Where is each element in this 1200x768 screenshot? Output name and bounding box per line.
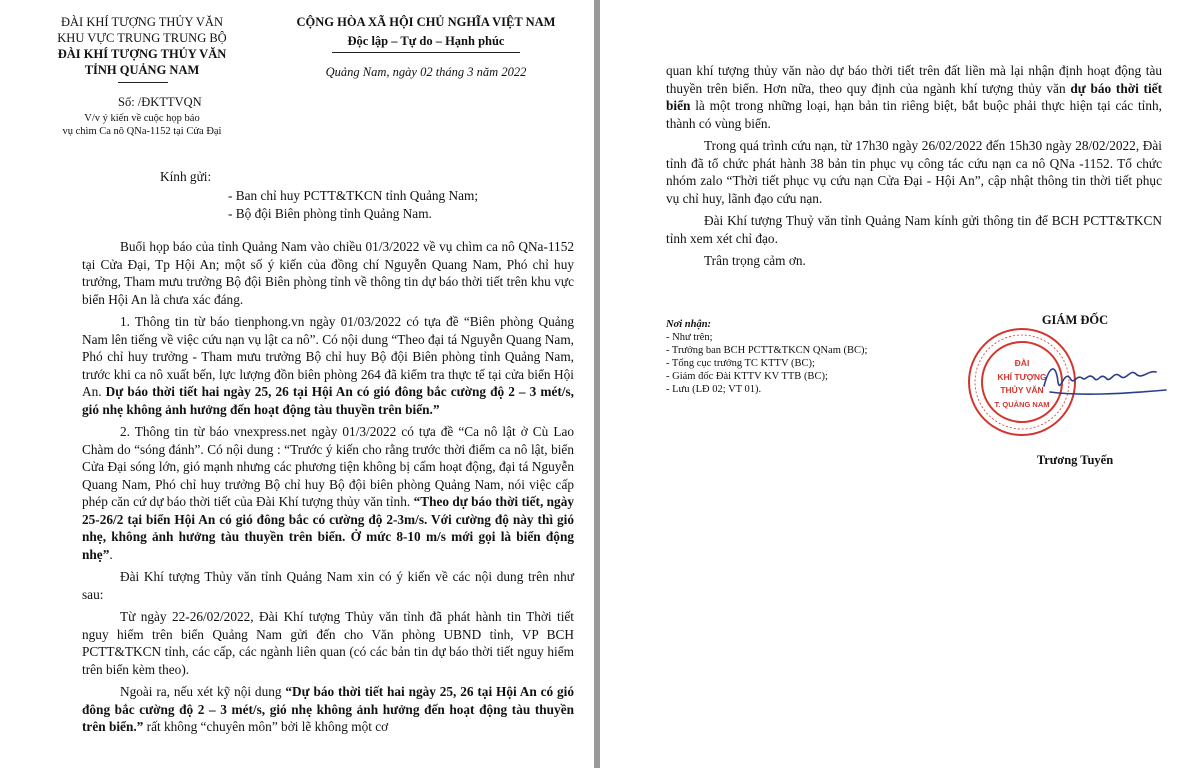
paragraph-bulletins: Từ ngày 22-26/02/2022, Đài Khí tượng Thủy văn tỉnh đã phát hành tin Thời tiết nguy hiểm trên biển Quảng Nam gửi đến cho Văn phòng UBND tỉnh, VP BCH PCTT&TKCN tỉnh, các cấp, các ngành liên quan (có các bản tin dự báo thời tiết nguy hiểm trên biển kèm theo).: [82, 609, 574, 677]
vnexpress-text: 2. Thông tin từ báo vnexpress.net ngày 01/3/2022 có tựa đề “Ca nô lật ở Cù Lao Chàm do “sóng đánh”. Có nội dung : “Trước ý kiến cho rằng trước thời điểm ca nô lật, biển Cửa Đại sóng lớn, gió mạnh nhưng các phương tiện không bị cấm hoạt động, đại tá Nguyễn Quang Nam, Phó chỉ huy trưởng Bộ chỉ huy Bộ đội biên phòng Quảng Nam, nói việc cấp phép căn cứ dự báo thời tiết của Đài Khí tượng thủy văn tỉnh.: [82, 424, 574, 509]
country-line-1: CỘNG HÒA XÃ HỘI CHỦ NGHĨA VIỆT NAM: [296, 15, 556, 29]
paragraph-continuation: [666, 62, 1162, 132]
vnexpress-tail: .: [109, 546, 113, 562]
document-subject: [22, 112, 262, 138]
tienphong-text: 1. Thông tin từ báo tienphong.vn ngày 01/03/2022 có tựa đề “Biên phòng Quảng Nam lên tiếng về việc cứu nạn vụ lật ca nô”. Có nội dung “Theo đại tá Nguyễn Quang Nam, Phó chỉ huy trưởng - Tham mưu trưởng Bộ chỉ huy Bộ đội Biên phòng tỉnh Quảng Nam, trước khi ca nô xuất bến, lực lượng đồn biên phòng 264 đã kiểm tra thực tế tại cửa biển Hội An.: [82, 314, 574, 399]
right-body: [666, 62, 1162, 270]
paragraph-thanks: Trân trọng cảm ơn.: [704, 253, 806, 268]
country-header: [278, 14, 574, 49]
continuation-bold: dự báo thời tiết biển: [666, 80, 1162, 113]
paragraph-tienphong: [82, 313, 574, 418]
agency-line-1: ĐÀI KHÍ TƯỢNG THỦY VĂN: [60, 15, 223, 29]
paragraph-analysis: [82, 683, 574, 736]
stamp-text-line: KHÍ TƯỢNG: [997, 372, 1047, 382]
handwritten-signature: [1040, 356, 1170, 402]
signer-name: Trương Tuyến: [1036, 453, 1114, 467]
paragraph-response-intro: Đài Khí tượng Thủy văn tỉnh Quảng Nam xin có ý kiến về các nội dung trên như sau:: [82, 569, 574, 602]
analysis-text: Ngoài ra, nếu xét kỹ nội dung: [120, 684, 282, 699]
recipients-block: [666, 318, 966, 396]
place-date: Quảng Nam, ngày 02 tháng 3 năm 2022: [325, 65, 527, 79]
agency-header: [22, 14, 262, 78]
agency-underline: [118, 82, 168, 83]
document-number: Số: /ĐKTTVQN: [118, 95, 202, 109]
continuation-text-a: quan khí tượng thủy văn nào dự báo thời tiết trên đất liền mà lại nhận định hoạt động tàu thuyền trên biển. Hơn nữa, theo quy định của ngành khí tượng thủy văn: [666, 63, 1162, 96]
stamp-text-line: ĐÀI: [1014, 358, 1030, 368]
recipients-title: Nơi nhận:: [666, 319, 712, 330]
recipient-item: - Tổng cục trưởng TC KTTV (BC);: [666, 358, 815, 369]
recipient-1: - Ban chỉ huy PCTT&TKCN tỉnh Quảng Nam;: [228, 188, 479, 203]
agency-line-2: KHU VỰC TRUNG TRUNG BỘ: [57, 31, 227, 45]
paragraph-rescue: Trong quá trình cứu nạn, từ 17h30 ngày 26/02/2022 đến 15h30 ngày 28/02/2022, Đài tỉnh đã tổ chức phát hành 38 bản tin phục vụ công tác cứu nạn ca nô QNa -1152. Tổ chức nhóm zalo “Thời tiết phục vụ cứu nạn Cửa Đại - Hội An”, cập nhật thông tin thời tiết phục vụ chỉ huy, lãnh đạo cứu nạn.: [666, 138, 1162, 206]
recipient-item: - Giám đốc Đài KTTV KV TTB (BC);: [666, 371, 828, 382]
recipient-item: - Như trên;: [666, 332, 713, 343]
paragraph-vnexpress: [82, 423, 574, 563]
stamp-text-line: THỦY VĂN: [1000, 385, 1044, 395]
tienphong-quote: Dự báo thời tiết hai ngày 25, 26 tại Hội An có gió đông bắc cường độ 2 – 3 mét/s, gió nhẹ không ảnh hưởng đến hoạt động tàu thuyền trên biển.”: [82, 384, 574, 417]
recipient-item: - Trưởng ban BCH PCTT&TKCN QNam (BC);: [666, 345, 868, 356]
subject-line-1: V/v ý kiến về cuộc họp báo: [84, 113, 200, 124]
subject-line-2: vụ chìm Ca nô QNa-1152 tại Cửa Đại: [62, 126, 222, 137]
agency-line-4: TỈNH QUẢNG NAM: [84, 63, 200, 77]
greeting-label: Kính gửi:: [160, 169, 212, 184]
motto-underline: [332, 52, 520, 53]
document-page-left: [0, 0, 594, 768]
recipient-2: - Bộ đội Biên phòng tỉnh Quảng Nam.: [228, 206, 432, 221]
left-body: [82, 238, 574, 736]
recipients-list: [666, 331, 966, 396]
recipient-item: - Lưu (LĐ 02; VT 01).: [666, 384, 762, 395]
vnexpress-quote: “Theo dự báo thời tiết, ngày 25-26/2 tại biển Hội An có gió đông bắc có cường độ 2-3m/s. Với cường độ này thì gió nhẹ, không ảnh hưởng tàu thuyền trên biển. Ở mức 8-10 m/s mới gọi là biển động nhẹ”: [82, 494, 575, 562]
analysis-tail: rất không “chuyên môn” bởi lẽ không một cơ: [146, 719, 389, 734]
paragraph-request: Đài Khí tượng Thuỷ văn tỉnh Quảng Nam kính gửi thông tin để BCH PCTT&TKCN tỉnh xem xét chỉ đạo.: [666, 213, 1162, 246]
analysis-quote: “Dự báo thời tiết hai ngày 25, 26 tại Hội An có gió đông bắc cường độ 2 – 3 mét/s, gió nhẹ không ảnh hưởng đến hoạt động tàu thuyền trên biển.”: [82, 684, 574, 734]
country-line-2: Độc lập – Tự do – Hạnh phúc: [347, 34, 505, 48]
signer-position: GIÁM ĐỐC: [1041, 313, 1109, 327]
stamp-text-line: T. QUẢNG NAM: [994, 400, 1050, 409]
paragraph-intro: Buổi họp báo của tỉnh Quảng Nam vào chiều 01/3/2022 về vụ chìm ca nô QNa-1152 tại Cửa Đại, Tp Hội An; một số ý kiến của đồng chí Nguyễn Quang Nam, Phó chỉ huy trưởng, Tham mưu trưởng Bộ đội Biên phòng tỉnh về thông tin dự báo thời tiết trên khu vực biển Hội An là chưa xác đáng.: [82, 239, 574, 307]
continuation-text-b: là một trong những loại, hạn bản tin riêng biệt, bắt buộc phải thực hiện tại các tỉnh, thành có vùng biển.: [666, 98, 1162, 131]
agency-line-3: ĐÀI KHÍ TƯỢNG THỦY VĂN: [57, 47, 227, 61]
